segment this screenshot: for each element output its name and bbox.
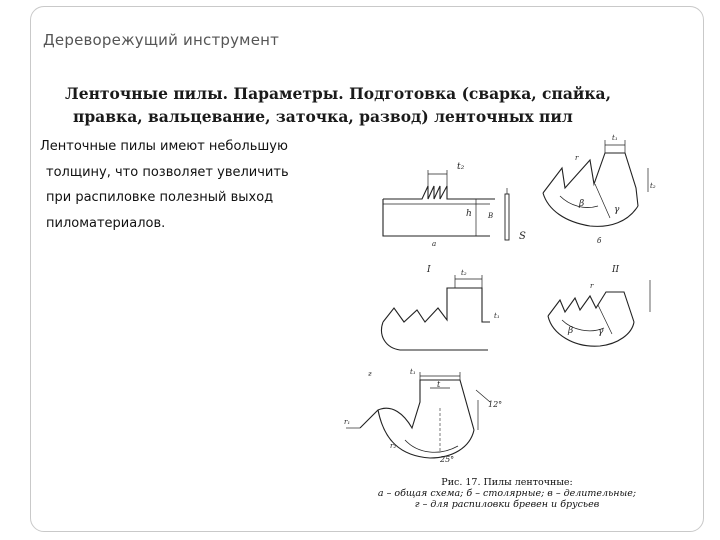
label-fig-a: а [432,240,437,248]
label-t1-g: t₁ [410,368,416,376]
label-r-ii: r [590,282,594,290]
body-line-1: Ленточные пилы имеют небольшую [40,139,288,154]
figure-g-log-teeth [344,368,502,464]
label-t2-v: t₂ [461,269,467,277]
label-t1-v: t₁ [494,312,500,320]
label-t: t [437,380,441,389]
label-t2: t₂ [457,162,465,172]
label-r: r [575,154,579,162]
caption-line-2: а – общая схема; б – столярные; в – делительные; [377,488,637,499]
label-h: h [466,209,472,219]
body-line-4: пиломатериалов. [46,215,166,231]
figure-caption [372,477,642,510]
caption-line-3: г – для распиловки бревен и брусьев [414,499,600,510]
label-I: I [427,265,431,275]
body-line-2: толщину, что позволяет увеличить [46,164,289,180]
label-B: B [488,212,494,220]
label-S: S [519,231,526,242]
title-line-1: Ленточные пилы. Параметры. Подготовка (сварка, спайка, [65,84,611,103]
label-gamma-ii: γ [598,327,604,337]
figure-ii-teeth-detail [548,265,650,346]
label-fig-b: б [597,237,602,245]
label-r1: r₁ [344,418,351,426]
label-12deg: 12° [488,400,503,409]
slide-header: Дереворежущий инструмент [43,31,280,49]
title-line-2: правка, вальцевание, заточка, развод) ленточных пил [73,107,573,126]
label-t1: t₁ [612,134,618,142]
label-25deg: 25° [440,455,455,464]
label-fig-g: г [368,370,372,378]
label-gamma: γ [614,205,620,215]
label-II: II [612,265,620,275]
label-r2: r₂ [390,442,397,450]
label-tz: t₂ [650,182,656,190]
figure-a-general-scheme [383,162,526,248]
figure-v-dividing-teeth [382,265,500,350]
body-line-3: при распиловке полезный выход [46,190,274,205]
label-beta-ii: β [568,326,574,336]
label-beta: β [579,199,585,209]
figure-b-joinery-teeth [543,134,656,245]
caption-line-1: Рис. 17. Пилы ленточные: [441,477,573,488]
